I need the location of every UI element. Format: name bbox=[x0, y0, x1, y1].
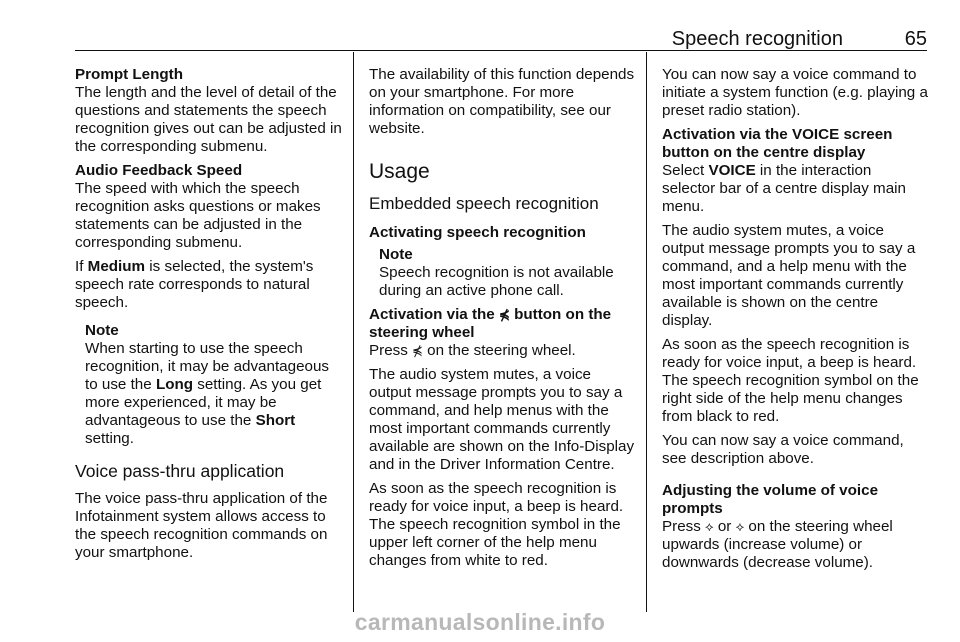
page-number: 65 bbox=[904, 28, 927, 50]
medium-pre: If bbox=[75, 258, 88, 275]
note-body bbox=[85, 340, 345, 448]
column-2 bbox=[369, 66, 637, 576]
note-label: Note bbox=[85, 322, 119, 339]
header-divider bbox=[75, 50, 927, 51]
mutes-paragraph: The audio system mutes, a voice output message prompts you to say a command, and a help menu with the most important commands currently available is shown on the centre display. bbox=[662, 222, 916, 329]
steering-activation bbox=[369, 306, 637, 360]
steering-activation-heading bbox=[369, 306, 637, 342]
ready-paragraph: As soon as the speech recognition is ready for voice input, a beep is heard. The speech recognition symbol in the upper left corner of the help menu changes from white to red. bbox=[369, 480, 624, 569]
note-body: Speech recognition is not available during an active phone call. bbox=[379, 264, 614, 299]
ready-paragraph: As soon as the speech recognition is ready for voice input, a beep is heard. The speech recognition symbol on the right side of the help menu changes from black to red. bbox=[662, 336, 919, 425]
embedded-heading: Embedded speech recognition bbox=[369, 194, 599, 213]
prompt-length-section bbox=[75, 66, 345, 156]
heading-post: button on the steering wheel bbox=[369, 306, 612, 341]
say-again-text: You can now say a voice command, see description above. bbox=[662, 432, 904, 467]
press-post: on the steering wheel upwards (increase volume) or downwards (decrease volume). bbox=[662, 518, 893, 571]
audio-speed-heading: Audio Feedback Speed bbox=[75, 162, 243, 179]
prompt-length-heading: Prompt Length bbox=[75, 66, 183, 83]
voice-button-icon: ⋠ bbox=[498, 307, 510, 322]
voice-screen-heading: Activation via the VOICE screen button on the centre display bbox=[662, 126, 893, 161]
say-command-text: You can now say a voice command to initiate a system function (e.g. playing a preset radio station). bbox=[662, 66, 928, 119]
volume-heading: Adjusting the volume of voice prompts bbox=[662, 482, 879, 517]
page-title: Speech recognition bbox=[671, 28, 843, 50]
column-3 bbox=[662, 66, 928, 578]
audio-speed-section bbox=[75, 162, 345, 252]
note-box bbox=[379, 246, 637, 300]
press-pre: Press bbox=[662, 518, 706, 535]
press-or: or bbox=[713, 518, 736, 535]
prompt-length-body: The length and the level of detail of the questions and statements the speech recognition gives out can be adjusted in the corresponding submenu. bbox=[75, 84, 342, 155]
note-short: Short bbox=[255, 412, 296, 429]
audio-speed-body: The speed with which the speech recognition asks questions or makes statements can be adjusted in the corresponding submenu. bbox=[75, 180, 321, 251]
usage-heading: Usage bbox=[369, 160, 430, 183]
note-label: Note bbox=[379, 246, 413, 263]
column-divider-1 bbox=[353, 52, 354, 612]
voice-button-icon: ⋠ bbox=[412, 343, 423, 358]
activating-heading: Activating speech recognition bbox=[369, 224, 586, 241]
volume-section bbox=[662, 482, 928, 572]
voice-keyword: VOICE bbox=[708, 162, 756, 179]
voice-screen-section bbox=[662, 126, 928, 216]
select-post: in the interaction selector bar of a centre display main menu. bbox=[662, 162, 906, 215]
heading-pre: Activation via the bbox=[369, 306, 499, 323]
column-1 bbox=[75, 66, 345, 568]
select-pre: Select bbox=[662, 162, 709, 179]
note-mid: setting. As you get more experienced, it may be advantageous to use the bbox=[85, 376, 322, 429]
medium-post: is selected, the system's speech rate corresponds to natural speech. bbox=[75, 258, 314, 311]
note-long: Long bbox=[155, 376, 194, 393]
voice-passthru-heading: Voice pass-thru application bbox=[75, 461, 285, 481]
mutes-paragraph: The audio system mutes, a voice output message prompts you to say a command, and help menus with the most important commands currently available are shown on the Info-Display and in the Driver Information Centre. bbox=[369, 366, 635, 473]
volume-down-icon: ⟡ bbox=[735, 519, 745, 534]
press-pre: Press bbox=[369, 342, 413, 359]
voice-passthru-body: The voice pass-thru application of the Infotainment system allows access to the speech recognition commands on your smartphone. bbox=[75, 490, 328, 561]
column-divider-2 bbox=[646, 52, 647, 612]
availability-text: The availability of this function depends on your smartphone. For more information on compatibility, see our website. bbox=[369, 66, 635, 137]
medium-paragraph bbox=[75, 258, 345, 312]
medium-keyword: Medium bbox=[87, 258, 146, 275]
note-post: setting. bbox=[85, 430, 134, 447]
volume-up-icon: ⟡ bbox=[705, 519, 714, 534]
note-pre: When starting to use the speech recognition, it may be advantageous to use the bbox=[85, 340, 330, 393]
press-post: on the steering wheel. bbox=[422, 342, 576, 359]
watermark: carmanualsonline.info bbox=[354, 609, 606, 635]
note-box bbox=[85, 322, 345, 448]
page-header bbox=[75, 24, 927, 50]
